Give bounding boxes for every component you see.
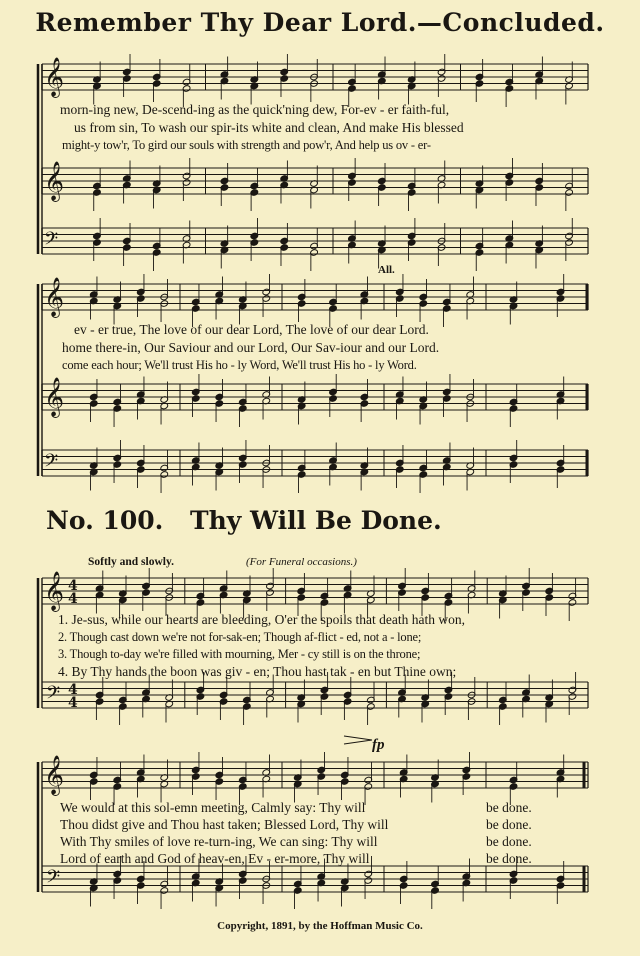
bass-clef: 𝄢: [46, 683, 61, 708]
treble-clef: 𝄞: [44, 377, 65, 417]
verse-1-line: 1. Je-sus, while our hearts are bleeding, O'er the spoils that death hath won,: [58, 612, 465, 627]
lyric-line: morn-ing new, De-scend-ing as the quick'ning dew, For-ev - er faith-ful,: [60, 102, 450, 117]
time-signature: 4: [68, 578, 78, 594]
lyric-line: us from sin, To wash our spir-its white and clean, And make His blessed: [74, 120, 464, 135]
treble-clef: 𝄞: [44, 571, 65, 611]
lyric-line: ev - er true, The love of our dear Lord, The love of our dear Lord.: [74, 322, 429, 337]
refrain-line: Lord of earth and God of heav-en, Ev - er-more, Thy will: [60, 851, 370, 866]
treble-clef: 𝄞: [44, 57, 65, 97]
time-signature: 4: [68, 682, 78, 698]
verse-4-line: 4. By Thy hands the boon was giv - en; Thou hast tak - en but Thine own;: [58, 664, 457, 679]
lyric-line: home there-in, Our Saviour and our Lord, Our Sav-iour and our Lord.: [62, 340, 440, 355]
treble-clef: 𝄞: [44, 161, 65, 201]
lyric-line: come each hour; We'll trust His ho - ly Word, We'll trust His ho - ly Word.: [62, 358, 417, 372]
copyright-notice: Copyright, 1891, by the Hoffman Music Co.: [217, 920, 423, 932]
ending-text: be done.: [486, 834, 532, 849]
ending-text: be done.: [486, 851, 532, 866]
verse-2-line: 2. Though cast down we're not for-sak-en; Though af-flict - ed, not a - lone;: [58, 630, 422, 644]
treble-clef: 𝄞: [44, 277, 65, 317]
verse-3-line: 3. Though to-day we're filled with mourning, Mer - cy still is on the throne;: [58, 647, 421, 661]
dynamic-marking: fp: [372, 737, 385, 753]
bass-clef: 𝄢: [44, 451, 59, 476]
ending-text: be done.: [486, 817, 532, 832]
treble-clef: 𝄞: [44, 755, 65, 795]
crescendo-hairpin: [344, 736, 372, 744]
page-title: Remember Thy Dear Lord.—Concluded.: [35, 8, 605, 37]
hymn-title: Thy Will Be Done.: [190, 506, 442, 535]
bass-clef: 𝄢: [46, 867, 61, 892]
hymn-number: No. 100.: [46, 506, 164, 535]
refrain-line: With Thy smiles of love re-turn-ing, We can sing: Thy will: [60, 834, 378, 849]
tempo-marking: Softly and slowly.: [88, 556, 174, 568]
bass-clef: 𝄢: [44, 229, 59, 254]
refrain-line: Thou didst give and Thou hast taken; Blessed Lord, Thy will: [60, 817, 389, 832]
refrain-line: We would at this sol-emn meeting, Calmly say: Thy will: [60, 800, 366, 815]
all-marking: All.: [378, 264, 395, 276]
occasion-note: (For Funeral occasions.): [246, 556, 357, 568]
ending-text: be done.: [486, 800, 532, 815]
time-signature: 4: [68, 695, 78, 711]
lyric-line: might-y tow'r, To gird our souls with strength and pow'r, And help us ov - er-: [62, 138, 431, 152]
time-signature: 4: [68, 591, 78, 607]
